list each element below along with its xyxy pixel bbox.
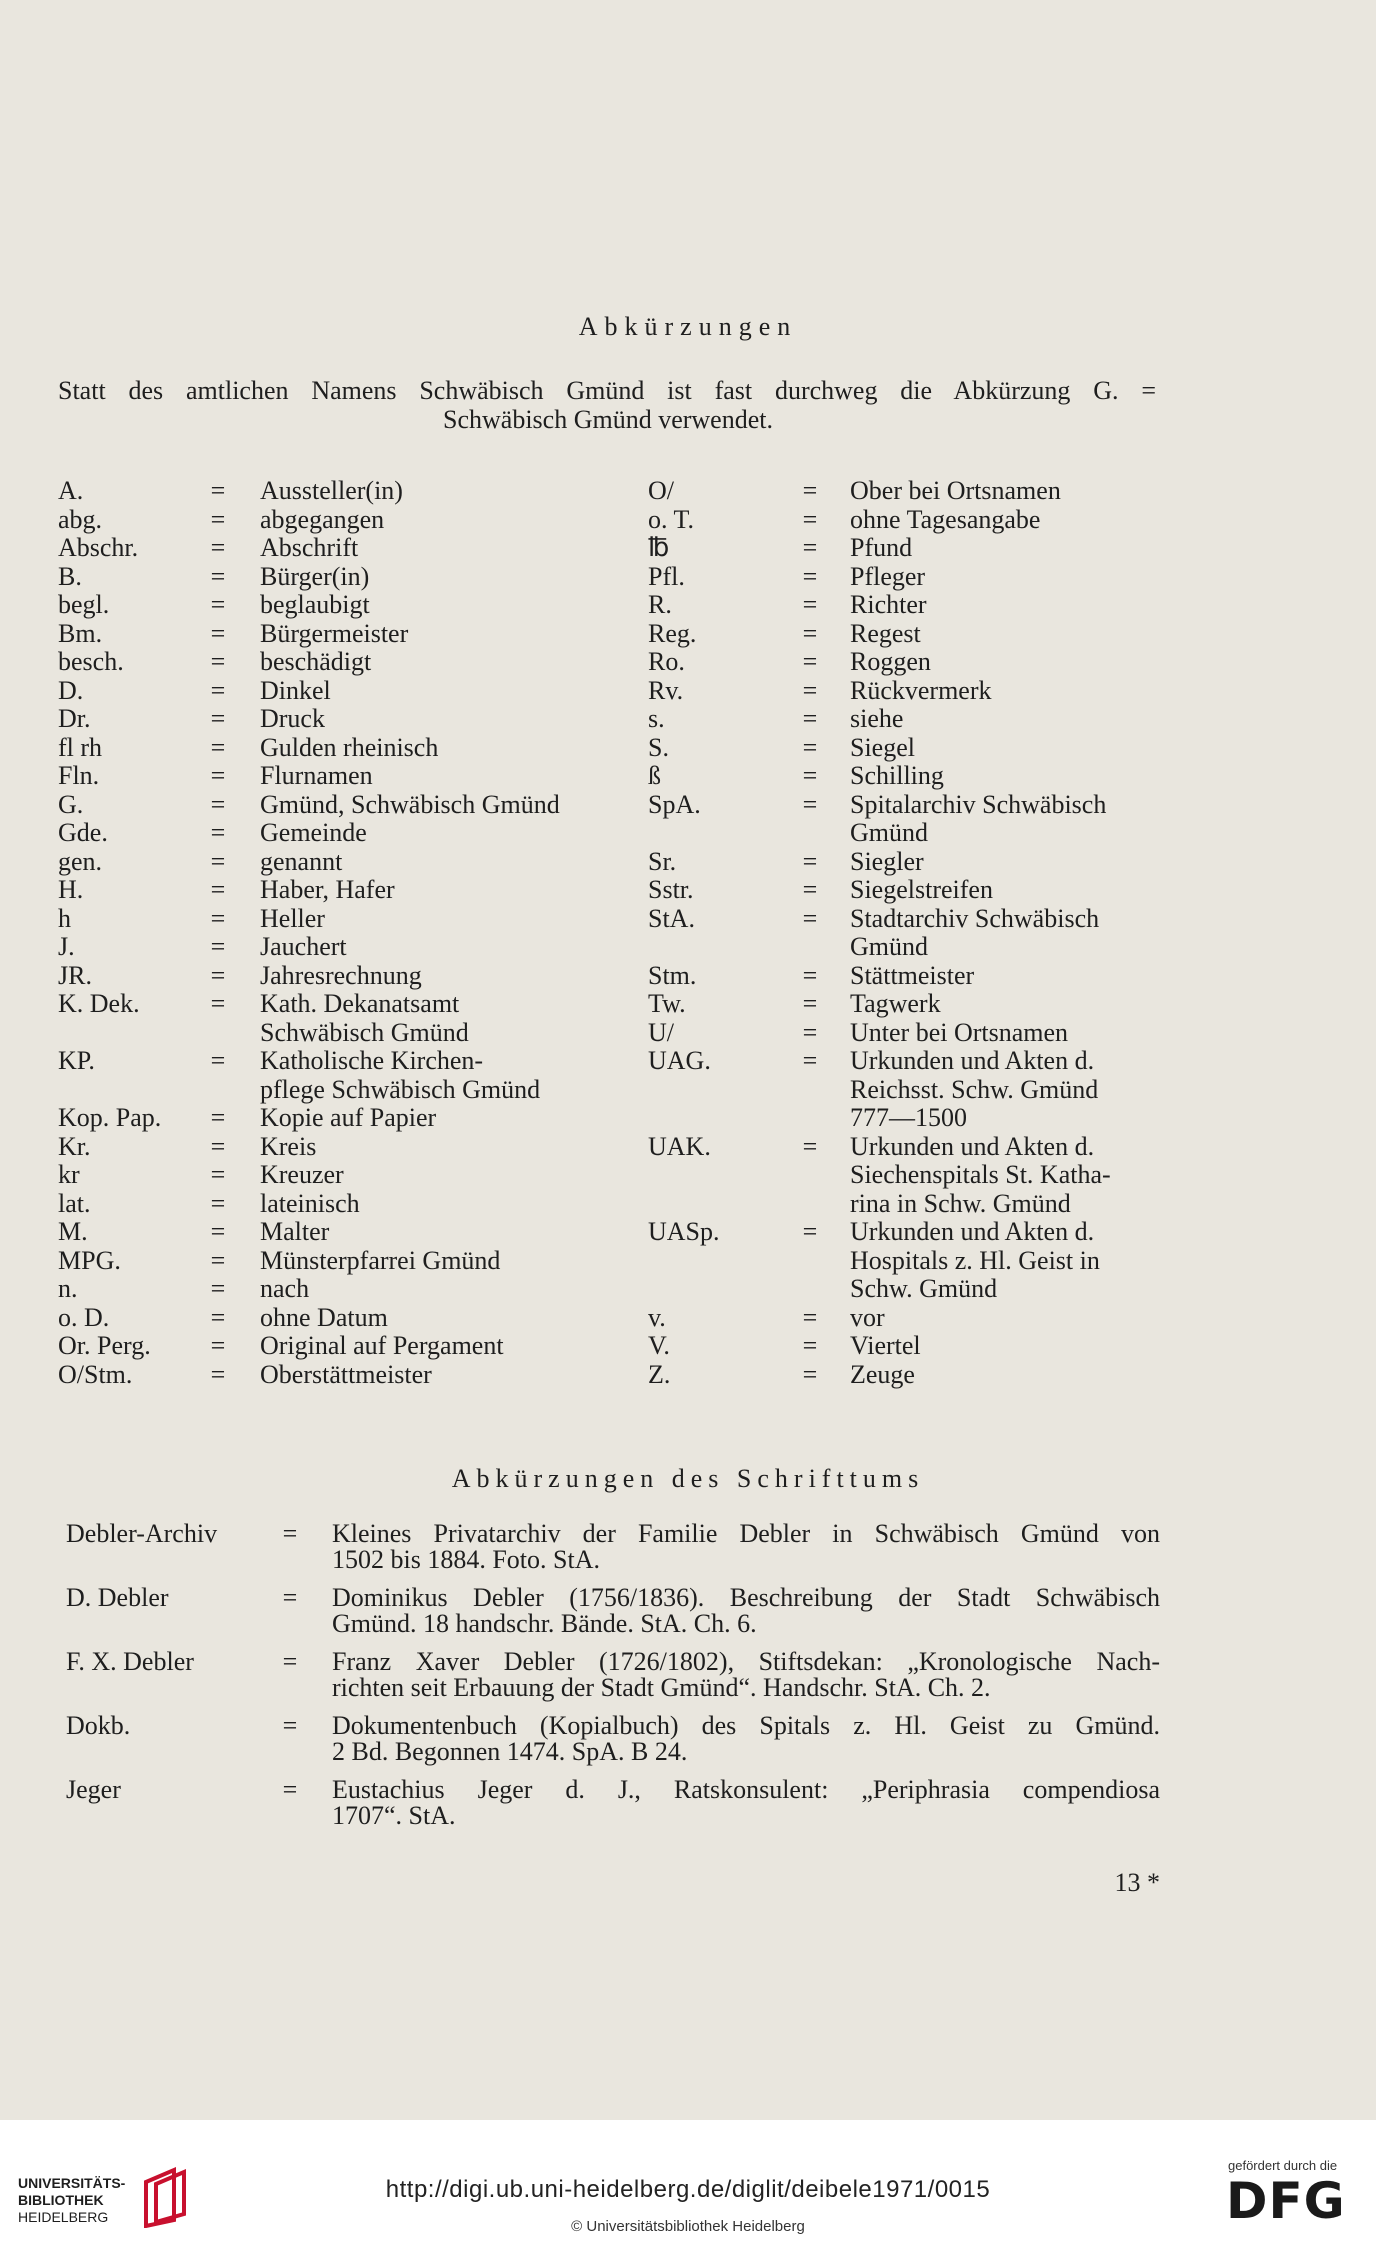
abbreviation-row (648, 1332, 1168, 1361)
abbreviation-term: v. (648, 1302, 666, 1332)
abbreviation-row (58, 1161, 618, 1190)
page-number: 13 * (1114, 1868, 1160, 1897)
abbreviation-row (58, 1019, 618, 1048)
abbreviation-meaning: Gulden rheinisch (260, 732, 439, 762)
equals-sign: = (802, 533, 818, 562)
equals-sign: = (210, 761, 226, 790)
abbreviation-meaning: Stadtarchiv Schwäbisch (850, 903, 1100, 933)
description-line: Kleines Privatarchiv der Familie Debler in Schwäbisch Gmünd von (332, 1519, 1160, 1548)
abbreviation-term: Stm. (648, 960, 697, 990)
abbreviation-meaning: Heller (260, 903, 325, 933)
equals-sign: = (210, 704, 226, 733)
literature-abbreviation: F. X. Debler (66, 1647, 194, 1676)
equals-sign: = (802, 903, 818, 933)
abbreviation-meaning: Dinkel (260, 675, 331, 705)
abbreviation-term: s. (648, 704, 665, 733)
abbreviation-term: fl rh (58, 732, 103, 762)
abbreviation-list-right (648, 477, 1168, 1389)
equals-sign: = (802, 1217, 818, 1246)
literature-entry (66, 1521, 1160, 1573)
abbreviation-term: SpA. (648, 789, 701, 819)
abbreviation-term: K. Dek. (58, 989, 140, 1018)
abbreviation-term: Rv. (648, 675, 684, 705)
abbreviation-term: abg. (58, 504, 103, 534)
source-url-link[interactable]: http://digi.ub.uni-heidelberg.de/diglit/deibele1971/0015 (385, 2176, 991, 2203)
abbreviation-row (648, 591, 1168, 620)
abbreviation-meaning: Siegler (850, 846, 924, 876)
equals-sign: = (802, 704, 818, 733)
abbreviation-row (58, 648, 618, 677)
dfg-logo: DFG (1226, 2172, 1346, 2230)
abbreviation-row (648, 563, 1168, 592)
abbreviation-meaning: nach (260, 1274, 310, 1303)
abbreviation-meaning: Flurnamen (260, 761, 373, 790)
abbreviation-term: JR. (58, 960, 92, 990)
abbreviation-meaning: Rückvermerk (850, 675, 992, 705)
copyright-notice: © Universitätsbibliothek Heidelberg (571, 2218, 805, 2235)
literature-entry (66, 1585, 1160, 1637)
abbreviation-term: MPG. (58, 1245, 121, 1275)
abbreviation-row (58, 1076, 618, 1105)
abbreviation-term: Bm. (58, 618, 103, 648)
equals-sign: = (210, 675, 226, 705)
abbreviation-term: U/ (648, 1017, 674, 1047)
abbreviation-row (648, 1190, 1168, 1219)
abbreviation-row (648, 1104, 1168, 1133)
abbreviation-meaning: Bürgermeister (260, 618, 409, 648)
equals-sign: = (802, 960, 818, 990)
abbreviation-meaning: Zeuge (850, 1359, 915, 1389)
abbreviation-term: Gde. (58, 818, 108, 847)
abbreviation-term: M. (58, 1217, 88, 1246)
equals-sign: = (802, 989, 818, 1018)
literature-description (332, 1713, 1160, 1765)
equals-sign: = (210, 1188, 226, 1218)
abbreviation-term: Tw. (648, 989, 686, 1018)
abbreviation-term: Abschr. (58, 533, 139, 562)
literature-abbreviation: Dokb. (66, 1711, 131, 1740)
equals-sign: = (282, 1647, 298, 1676)
abbreviation-row (648, 1019, 1168, 1048)
abbreviation-meaning: Urkunden und Akten d. (850, 1217, 1095, 1246)
equals-sign: = (802, 1331, 818, 1360)
equals-sign: = (802, 1359, 818, 1389)
abbreviation-term: O/ (648, 476, 674, 505)
abbreviation-row (648, 1076, 1168, 1105)
abbreviation-term: besch. (58, 647, 124, 676)
intro-line-1: Statt des amtlichen Namens Schwäbisch Gmünd ist fast durchweg die Abkürzung G. = (58, 376, 1156, 405)
equals-sign: = (210, 1103, 226, 1132)
equals-sign: = (210, 1245, 226, 1275)
abbreviation-row (58, 1304, 618, 1333)
abbreviation-meaning: Unter bei Ortsnamen (850, 1017, 1069, 1047)
abbreviation-row (58, 933, 618, 962)
abbreviation-meaning: Kath. Dekanatsamt (260, 989, 460, 1018)
abbreviation-row (58, 734, 618, 763)
equals-sign: = (210, 875, 226, 904)
equals-sign: = (802, 647, 818, 676)
abbreviation-term: B. (58, 561, 82, 591)
abbreviation-term: Dr. (58, 704, 91, 733)
abbreviation-term: UAK. (648, 1131, 711, 1161)
equals-sign: = (210, 989, 226, 1018)
abbreviation-meaning: Roggen (850, 647, 931, 676)
equals-sign: = (802, 761, 818, 790)
abbreviation-row (58, 477, 618, 506)
abbreviation-row (648, 762, 1168, 791)
footer-bar (0, 2120, 1376, 2250)
equals-sign: = (210, 1131, 226, 1161)
abbreviation-row (648, 677, 1168, 706)
abbreviation-row (648, 933, 1168, 962)
abbreviation-row (648, 905, 1168, 934)
section-title-abbreviations: Abkürzungen (578, 312, 798, 341)
abbreviation-meaning: Malter (260, 1217, 330, 1246)
abbreviation-row (648, 1047, 1168, 1076)
abbreviation-meaning: 777—1500 (850, 1103, 967, 1132)
abbreviation-meaning: Kopie auf Papier (260, 1103, 437, 1132)
description-line: Dominikus Debler (1756/1836). Beschreibung der Stadt Schwäbisch (332, 1583, 1160, 1612)
abbreviation-term: Pfl. (648, 561, 685, 591)
abbreviation-meaning: Tagwerk (850, 989, 941, 1018)
abbreviation-meaning: Urkunden und Akten d. (850, 1131, 1095, 1161)
abbreviation-meaning: Ober bei Ortsnamen (850, 476, 1061, 505)
abbreviation-row (58, 1218, 618, 1247)
abbreviation-meaning: Druck (260, 704, 325, 733)
abbreviation-meaning: Münsterpfarrei Gmünd (260, 1245, 501, 1275)
abbreviation-meaning: Gmünd (850, 818, 928, 847)
abbreviation-meaning: Kreis (260, 1131, 317, 1161)
abbreviation-row (58, 1190, 618, 1219)
abbreviation-row (648, 506, 1168, 535)
abbreviation-term: D. (58, 675, 84, 705)
abbreviation-meaning: Katholische Kirchen- (260, 1046, 484, 1075)
abbreviation-row (648, 876, 1168, 905)
abbreviation-row (648, 791, 1168, 820)
literature-description (332, 1649, 1160, 1701)
literature-abbreviation: Jeger (66, 1775, 121, 1804)
abbreviation-row (58, 591, 618, 620)
abbreviation-row (648, 620, 1168, 649)
abbreviation-row (58, 1133, 618, 1162)
abbreviation-meaning: Regest (850, 618, 921, 648)
equals-sign: = (210, 647, 226, 676)
abbreviation-meaning: Reichsst. Schw. Gmünd (850, 1074, 1099, 1104)
abbreviation-row (58, 762, 618, 791)
description-line: 1502 bis 1884. Foto. StA. (332, 1545, 600, 1574)
abbreviation-list-left (58, 477, 618, 1389)
abbreviation-meaning: Jauchert (260, 932, 347, 961)
abbreviation-meaning: Gmünd, Schwäbisch Gmünd (260, 789, 560, 819)
equals-sign: = (802, 504, 818, 534)
abbreviation-term: lat. (58, 1188, 91, 1218)
abbreviation-meaning: Schw. Gmünd (850, 1274, 998, 1303)
abbreviation-meaning: Pfleger (850, 561, 926, 591)
logo-line-3: HEIDELBERG (18, 2209, 109, 2225)
intro-line-2: Schwäbisch Gmünd verwendet. (443, 405, 773, 434)
abbreviation-row (648, 990, 1168, 1019)
literature-abbreviation: D. Debler (66, 1583, 169, 1612)
abbreviation-term: O/Stm. (58, 1359, 133, 1389)
abbreviation-term: gen. (58, 846, 103, 876)
abbreviation-term: G. (58, 789, 84, 819)
abbreviation-meaning: Siechenspitals St. Katha- (850, 1160, 1111, 1189)
abbreviation-meaning: Aussteller(in) (260, 476, 403, 505)
equals-sign: = (210, 1274, 226, 1303)
abbreviation-term: n. (58, 1274, 78, 1303)
abbreviation-meaning: siehe (850, 704, 904, 733)
abbreviation-meaning: beschädigt (260, 647, 372, 676)
logo-line-2: BIBLIOTHEK (18, 2192, 104, 2208)
abbreviation-meaning: ohne Datum (260, 1302, 388, 1332)
abbreviation-meaning: abgegangen (260, 504, 385, 534)
abbreviation-term: Reg. (648, 618, 697, 648)
description-line: 1707“. StA. (332, 1801, 456, 1830)
abbreviation-meaning: Siegelstreifen (850, 875, 993, 904)
abbreviation-row (58, 1247, 618, 1276)
abbreviation-term: Sr. (648, 846, 677, 876)
abbreviation-row (58, 534, 618, 563)
description-line: Gmünd. 18 handschr. Bände. StA. Ch. 6. (332, 1609, 757, 1638)
abbreviation-row (58, 1104, 618, 1133)
abbreviation-row (648, 705, 1168, 734)
abbreviation-row (58, 990, 618, 1019)
abbreviation-meaning: rina in Schw. Gmünd (850, 1188, 1071, 1218)
abbreviation-row (648, 1361, 1168, 1390)
equals-sign: = (210, 1160, 226, 1189)
equals-sign: = (210, 846, 226, 876)
abbreviation-term: kr (58, 1160, 80, 1189)
abbreviation-row (648, 819, 1168, 848)
abbreviation-row (648, 734, 1168, 763)
abbreviation-row (58, 1361, 618, 1390)
abbreviation-row (648, 962, 1168, 991)
abbreviation-meaning: Schwäbisch Gmünd (260, 1017, 469, 1047)
literature-entry (66, 1777, 1160, 1829)
abbreviation-meaning: Viertel (850, 1331, 921, 1360)
equals-sign: = (282, 1775, 298, 1804)
abbreviation-meaning: Pfund (850, 533, 913, 562)
abbreviation-row (58, 876, 618, 905)
equals-sign: = (802, 618, 818, 648)
abbreviation-meaning: Oberstättmeister (260, 1359, 432, 1389)
equals-sign: = (802, 1046, 818, 1075)
equals-sign: = (802, 875, 818, 904)
abbreviation-term: o. T. (648, 504, 694, 534)
abbreviation-row (648, 1304, 1168, 1333)
abbreviation-row (58, 563, 618, 592)
abbreviation-row (648, 848, 1168, 877)
abbreviation-term: ℔ (648, 533, 670, 562)
equals-sign: = (802, 1302, 818, 1332)
abbreviation-meaning: pflege Schwäbisch Gmünd (260, 1074, 541, 1104)
equals-sign: = (802, 789, 818, 819)
abbreviation-term: h (58, 903, 71, 933)
abbreviation-row (648, 1218, 1168, 1247)
abbreviation-row (648, 648, 1168, 677)
equals-sign: = (210, 732, 226, 762)
equals-sign: = (210, 476, 226, 505)
abbreviation-row (58, 1275, 618, 1304)
abbreviation-meaning: Spitalarchiv Schwäbisch (850, 789, 1107, 819)
abbreviation-meaning: vor (850, 1302, 885, 1332)
abbreviation-meaning: Abschrift (260, 533, 359, 562)
equals-sign: = (802, 675, 818, 705)
abbreviation-row (58, 677, 618, 706)
abbreviation-meaning: beglaubigt (260, 590, 370, 619)
abbreviation-term: begl. (58, 590, 110, 619)
equals-sign: = (210, 932, 226, 961)
equals-sign: = (802, 732, 818, 762)
equals-sign: = (802, 590, 818, 619)
equals-sign: = (282, 1583, 298, 1612)
abbreviation-term: ß (648, 761, 661, 790)
description-line: 2 Bd. Begonnen 1474. SpA. B 24. (332, 1737, 688, 1766)
abbreviation-meaning: Siegel (850, 732, 915, 762)
equals-sign: = (802, 1017, 818, 1047)
description-line: Eustachius Jeger d. J., Ratskonsulent: „Periphrasia compendiosa (332, 1775, 1160, 1804)
abbreviation-meaning: Bürger(in) (260, 561, 370, 591)
literature-abbreviation: Debler-Archiv (66, 1519, 218, 1548)
abbreviation-term: J. (58, 932, 75, 961)
literature-entry (66, 1649, 1160, 1701)
equals-sign: = (802, 561, 818, 591)
abbreviation-term: Kr. (58, 1131, 91, 1161)
abbreviation-meaning: ohne Tagesangabe (850, 504, 1041, 534)
description-line: Dokumentenbuch (Kopialbuch) des Spitals z. Hl. Geist zu Gmünd. (332, 1711, 1160, 1740)
equals-sign: = (802, 1131, 818, 1161)
abbreviation-row (58, 506, 618, 535)
abbreviation-term: o. D. (58, 1302, 110, 1332)
literature-entry (66, 1713, 1160, 1765)
abbreviation-meaning: genannt (260, 846, 343, 876)
abbreviation-meaning: Kreuzer (260, 1160, 344, 1189)
abbreviation-term: H. (58, 875, 84, 904)
equals-sign: = (210, 504, 226, 534)
abbreviation-term: A. (58, 476, 84, 505)
abbreviation-row (648, 1247, 1168, 1276)
abbreviation-term: S. (648, 732, 669, 762)
abbreviation-term: Fln. (58, 761, 100, 790)
equals-sign: = (210, 561, 226, 591)
equals-sign: = (210, 533, 226, 562)
abbreviation-meaning: Gemeinde (260, 818, 367, 847)
abbreviation-meaning: Richter (850, 590, 927, 619)
equals-sign: = (802, 846, 818, 876)
abbreviation-row (58, 962, 618, 991)
abbreviation-term: Ro. (648, 647, 685, 676)
funding-label: gefördert durch die (1228, 2158, 1338, 2173)
abbreviation-meaning: Hospitals z. Hl. Geist in (850, 1245, 1100, 1275)
abbreviation-term: Kop. Pap. (58, 1103, 162, 1132)
section-title-literature: Abkürzungen des Schrifttums (451, 1464, 925, 1493)
equals-sign: = (282, 1711, 298, 1740)
abbreviation-term: KP. (58, 1046, 95, 1075)
abbreviation-row (648, 534, 1168, 563)
abbreviation-row (58, 1047, 618, 1076)
abbreviation-term: R. (648, 590, 672, 619)
abbreviation-meaning: Stättmeister (850, 960, 975, 990)
abbreviation-row (58, 1332, 618, 1361)
abbreviation-term: Sstr. (648, 875, 694, 904)
equals-sign: = (210, 1359, 226, 1389)
abbreviation-meaning: Jahresrechnung (260, 960, 422, 990)
abbreviation-row (648, 1133, 1168, 1162)
abbreviation-meaning: Original auf Pergament (260, 1331, 504, 1360)
literature-description (332, 1585, 1160, 1637)
abbreviation-row (648, 1275, 1168, 1304)
literature-abbreviation-list (66, 1521, 1160, 1841)
description-line: richten seit Erbauung der Stadt Gmünd“. Handschr. StA. Ch. 2. (332, 1673, 991, 1702)
abbreviation-term: StA. (648, 903, 695, 933)
abbreviation-term: Or. Perg. (58, 1331, 151, 1360)
abbreviation-meaning: Gmünd (850, 932, 928, 961)
abbreviation-meaning: Haber, Hafer (260, 875, 395, 904)
abbreviation-row (58, 905, 618, 934)
abbreviation-meaning: Schilling (850, 761, 944, 790)
equals-sign: = (210, 818, 226, 847)
equals-sign: = (282, 1519, 298, 1548)
abbreviation-row (648, 1161, 1168, 1190)
equals-sign: = (210, 960, 226, 990)
abbreviation-row (58, 705, 618, 734)
abbreviation-term: UAG. (648, 1046, 711, 1075)
equals-sign: = (210, 1302, 226, 1332)
abbreviation-row (58, 620, 618, 649)
abbreviation-term: Z. (648, 1359, 671, 1389)
abbreviation-meaning: lateinisch (260, 1188, 360, 1218)
abbreviation-row (58, 819, 618, 848)
abbreviation-row (58, 848, 618, 877)
equals-sign: = (210, 590, 226, 619)
equals-sign: = (210, 903, 226, 933)
abbreviation-row (58, 791, 618, 820)
equals-sign: = (210, 1331, 226, 1360)
logo-line-1: UNIVERSITÄTS- (18, 2175, 126, 2191)
equals-sign: = (802, 476, 818, 505)
equals-sign: = (210, 1046, 226, 1075)
equals-sign: = (210, 618, 226, 648)
abbreviation-meaning: Urkunden und Akten d. (850, 1046, 1095, 1075)
literature-description (332, 1521, 1160, 1573)
equals-sign: = (210, 1217, 226, 1246)
abbreviation-term: V. (648, 1331, 670, 1360)
description-line: Franz Xaver Debler (1726/1802), Stiftsdekan: „Kronologische Nach- (332, 1647, 1160, 1676)
abbreviation-term: UASp. (648, 1217, 720, 1246)
literature-description (332, 1777, 1160, 1829)
abbreviation-row (648, 477, 1168, 506)
equals-sign: = (210, 789, 226, 819)
